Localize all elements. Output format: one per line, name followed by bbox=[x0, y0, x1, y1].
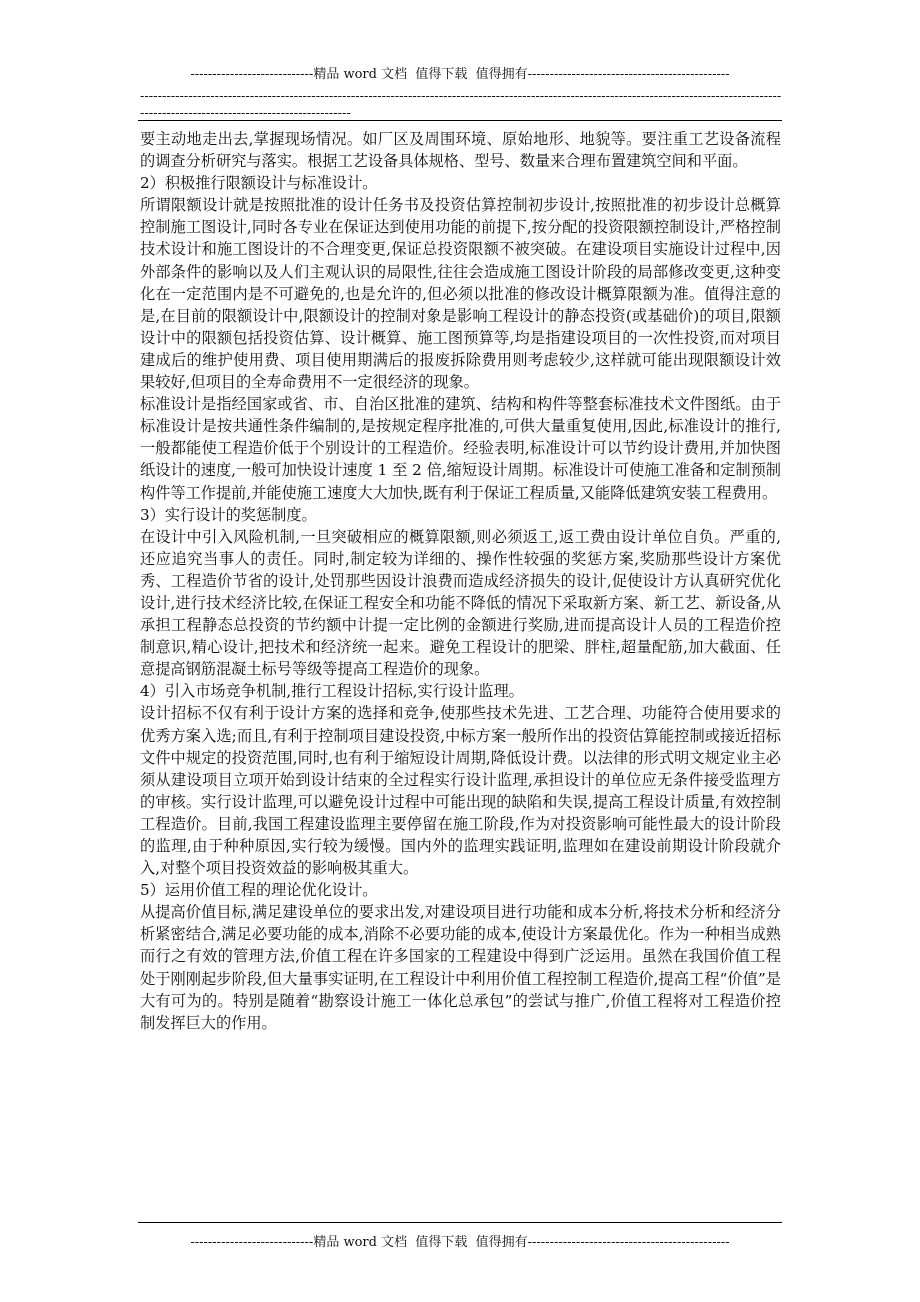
footer-rule bbox=[138, 1222, 782, 1223]
page-footer: ----------------------------精品 word 文档 值得下载 值得拥有---------------------------------------------- bbox=[190, 1235, 730, 1250]
section-heading-2: 2）积极推行限额设计与标准设计。 bbox=[140, 174, 378, 193]
body-paragraph: 要主动地走出去,掌握现场情况。如厂区及周围环境、原始地形、地貌等。要注重工艺设备流程的调查分析研究与落实。根据工艺设备具体规格、型号、数量来合理布置建筑空间和平面。 bbox=[140, 130, 781, 171]
section-heading-5: 5）运用价值工程的理论优化设计。 bbox=[140, 881, 378, 900]
body-paragraph: 在设计中引入风险机制,一旦突破相应的概算限额,则必须返工,返工费由设计单位自负。严重的,还应追究当事人的责任。同时,制定较为详细的、操作性较强的奖惩方案,奖励那些设计方案优秀、工程造价节省的设计,处罚那些因设计浪费而造成经济损失的设计,促使设计方认真研究优化设计,进行技术经济比较,在保证工程安全和功能不降低的情况下采取新方案、新工艺、新设备,从承担工程静态总投资的节约额中计提一定比例的金额进行奖励,进而提高设计人员的工程造价控制意识,精心设计,把技术和经济统一起来。避免工程设计的肥梁、胖柱,超量配筋,加大截面、任意提高钢筋混凝土标号等级等提高工程造价的现象。 bbox=[140, 527, 781, 679]
body-paragraph: 标准设计是指经国家或省、市、自治区批准的建筑、结构和构件等整套标准技术文件图纸。由于标准设计是按共通性条件编制的,是按规定程序批准的,可供大量重复使用,因此,标准设计的推行,一般都能使工程造价低于个别设计的工程造价。经验表明,标准设计可以节约设计费用,并加快图纸设计的速度,一般可加快设计速度 1 至 2 倍,缩短设计周期。标准设计可使施工准备和定制预制构件等工作提前,并能使施工速度大大加快,既有利于保证工程质量,又能降低建筑安装工程费用。 bbox=[140, 395, 781, 502]
page-header: ----------------------------精品 word 文档 值得下载 值得拥有---------------------------------------------- bbox=[190, 67, 730, 82]
section-heading-3: 3）实行设计的奖惩制度。 bbox=[140, 505, 317, 524]
document-body bbox=[140, 128, 781, 1034]
page-header-dash-line: -------------------------------------------------------------------------------------------------------------------------------------------------------------------------------------------------- bbox=[140, 89, 782, 121]
section-heading-4: 4）引入市场竞争机制,推行工程设计招标,实行设计监理。 bbox=[140, 682, 524, 701]
header-rule bbox=[138, 120, 782, 121]
body-paragraph: 设计招标不仅有利于设计方案的选择和竞争,使那些技术先进、工艺合理、功能符合使用要求的优秀方案入选;而且,有利于控制项目建设投资,中标方案一般所作出的投资估算能控制或接近招标文件中规定的投资范围,同时,也有利于缩短设计周期,降低设计费。以法律的形式明文规定业主必须从建设项目立项开始到设计结束的全过程实行设计监理,承担设计的单位应无条件接受监理方的审核。实行设计监理,可以避免设计过程中可能出现的缺陷和失误,提高工程设计质量,有效控制工程造价。目前,我国工程建设监理主要停留在施工阶段,作为对投资影响可能性最大的设计阶段的监理,由于种种原因,实行较为缓慢。国内外的监理实践证明,监理如在建设前期设计阶段就介入,对整个项目投资效益的影响极其重大。 bbox=[140, 704, 781, 878]
body-paragraph: 所谓限额设计就是按照批准的设计任务书及投资估算控制初步设计,按照批准的初步设计总概算控制施工图设计,同时各专业在保证达到使用功能的前提下,按分配的投资限额控制设计,严格控制技术设计和施工图设计的不合理变更,保证总投资限额不被突破。在建设项目实施设计过程中,因外部条件的影响以及人们主观认识的局限性,往往会造成施工图设计阶段的局部修改变更,这种变化在一定范围内是不可避免的,也是允许的,但必须以批准的修改设计概算限额为准。值得注意的是,在目前的限额设计中,限额设计的控制对象是影响工程设计的静态投资(或基础价)的项目,限额设计中的限额包括投资估算、设计概算、施工图预算等,均是指建设项目的一次性投资,而对项目建成后的维护使用费、项目使用期满后的报废拆除费用则考虑较少,这样就可能出现限额设计效果较好,但项目的全寿命费用不一定很经济的现象。 bbox=[140, 196, 781, 392]
body-paragraph: 从提高价值目标,满足建设单位的要求出发,对建设项目进行功能和成本分析,将技术分析和经济分析紧密结合,满足必要功能的成本,消除不必要功能的成本,使设计方案最优化。作为一种相当成熟而行之有效的管理方法,价值工程在许多国家的工程建设中得到广泛运用。虽然在我国价值工程处于刚刚起步阶段,但大量事实证明,在工程设计中利用价值工程控制工程造价,提高工程“价值”是大有可为的。特别是随着“勘察设计施工一体化总承包”的尝试与推广,价值工程将对工程造价控制发挥巨大的作用。 bbox=[140, 903, 781, 1032]
